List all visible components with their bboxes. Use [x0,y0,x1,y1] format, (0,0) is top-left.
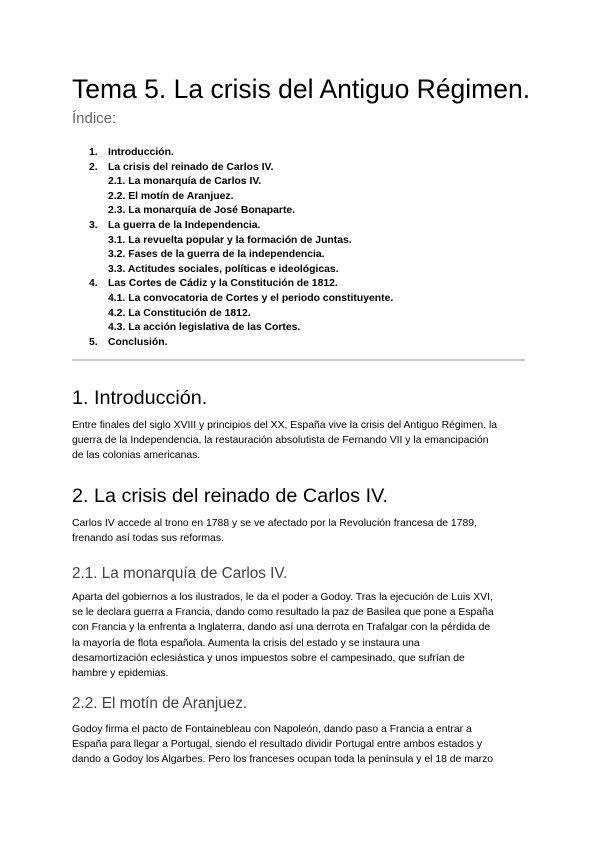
paragraph-monarquia: Aparta del gobiernos a los ilustrados, le da el poder a Godoy. Tras la ejecución de Luis XVI, se le declara guerra a Francia, dando como resultado la paz de Basilea que pone a España con Francia y la enfrenta a Inglaterra, dando así una derrota en Trafalgar con la pérdida de la mayoría de flota española. Aumenta la crisis del estado y se instaura una desamortización eclesiástica y unos impuestos sobre el campesinado, que sufrían de hambre y epidemias. [72,592,494,680]
toc-item: 3. La guerra de la Independencia. [89,219,261,231]
toc-subitem: 3.2. Fases de la guerra de la independencia. [108,249,325,261]
toc-subitem: 4.1. La convocatoria de Cortes y el periodo constituyente. [108,292,394,304]
toc-item: 1. Introducción. [89,147,174,158]
toc-subitem: 3.3. Actitudes sociales, políticas e ideológicas. [108,263,339,275]
paragraph-motin: Godoy firma el pacto de Fontainebleau con Napoleón, dando paso a Francia a entrar a España para llegar a Portugal, siendo el resultado dividir Portugal entre ambos estados y dando a Godoy los Algarbes. Pero los franceses ocupan toda la península y el 18 de marzo [72,724,494,766]
index-subtitle: Índice: [72,110,117,127]
toc-subitem: 2.1. La monarquía de Carlos IV. [108,176,262,188]
paragraph-carlos-iv: Carlos IV accede al trono en 1788 y se ve afectado por la Revolución francesa de 1789, frenando así todas sus reformas. [72,518,477,545]
toc-subitem: 4.2. La Constitución de 1812. [108,307,251,319]
subsection-heading-monarquia: 2.1. La monarquía de Carlos IV. [72,565,288,582]
toc-subitem: 4.3. La acción legislativa de las Cortes. [108,322,301,334]
section-heading-carlos-iv: 2. La crisis del reinado de Carlos IV. [72,485,388,507]
toc-item: 4. Las Cortes de Cádiz y la Constitución de 1812. [89,278,338,290]
table-of-contents [89,146,393,350]
subsection-heading-motin: 2.2. El motín de Aranjuez. [72,695,248,712]
toc-subitem: 3.1. La revuelta popular y la formación de Juntas. [108,234,352,246]
horizontal-divider [72,359,525,361]
section-heading-introduccion: 1. Introducción. [72,387,208,409]
toc-item: 5. Conclusión. [89,336,168,348]
document-title: Tema 5. La crisis del Antiguo Régimen. [72,74,531,104]
toc-item: 2. La crisis del reinado de Carlos IV. [89,161,274,173]
toc-subitem: 2.2. El motín de Aranjuez. [108,190,234,202]
paragraph-introduccion: Entre finales del siglo XVIII y principios del XX, España vive la crisis del Antiguo Régimen, la guerra de la Independencia, la restauración absolutista de Fernando VII y la emancipación de las colonias americanas. [72,420,498,462]
toc-subitem: 2.3. La monarquía de José Bonaparte. [108,205,296,217]
